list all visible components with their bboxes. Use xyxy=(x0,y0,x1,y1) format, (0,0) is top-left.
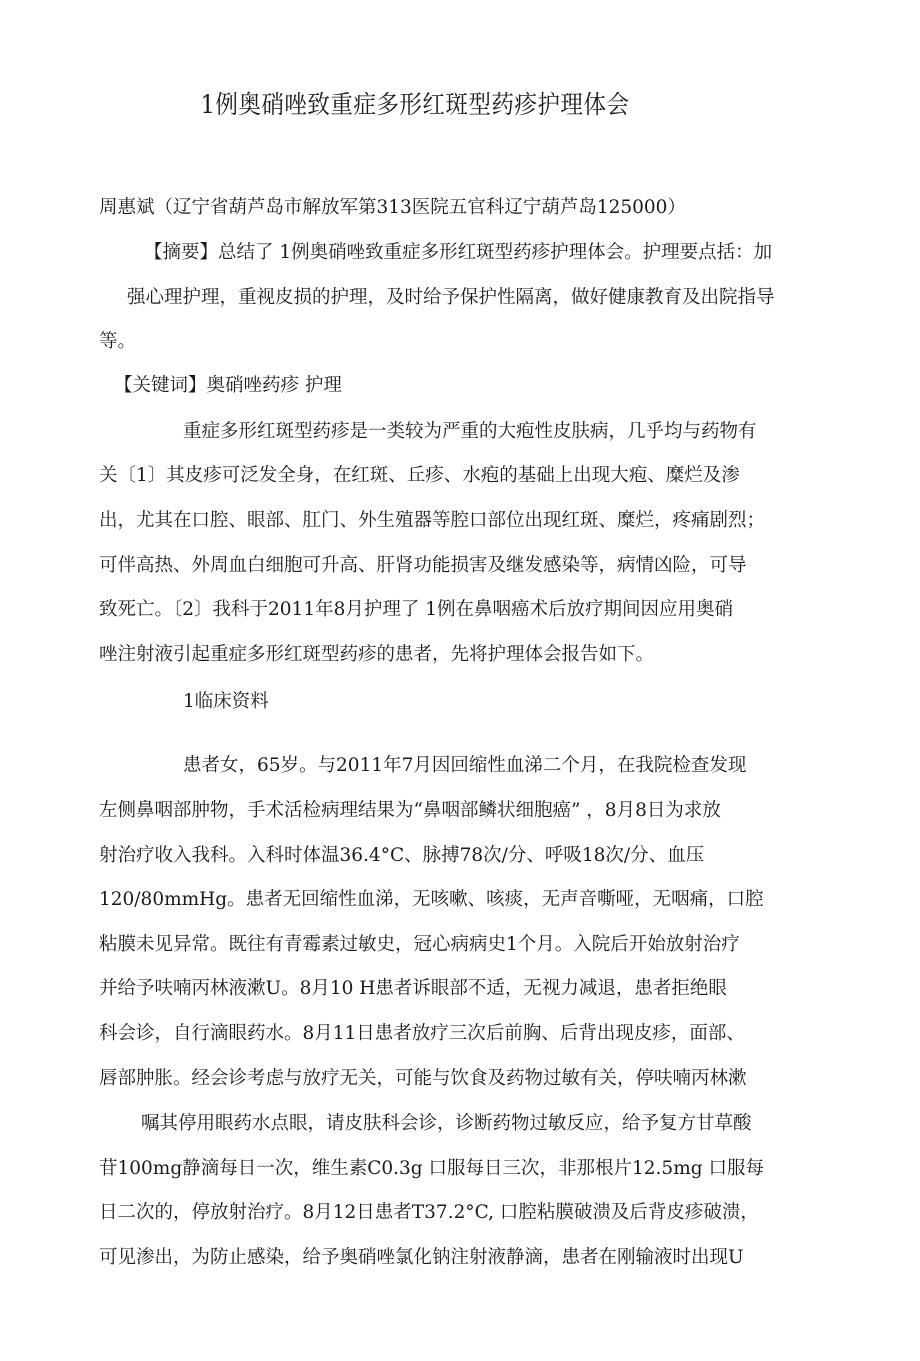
case-paragraph-line: 120/80mmHg。患者无回缩性血涕，无咳嗽、咳痰，无声音嘶哑，无咽痛，口腔 xyxy=(99,889,764,910)
case-paragraph-line: 苷100mg静滴每日一次，维生素C0.3g 口服每日三次，非那根片12.5mg 口服每 xyxy=(99,1158,764,1179)
body-paragraph-line: 唑注射液引起重症多形红斑型药疹的患者，先将护理体会报告如下。 xyxy=(99,644,655,665)
case-paragraph-line: 科会诊，自行滴眼药水。8月11日患者放疗三次后前胸、后背出现皮疹，面部、 xyxy=(99,1023,745,1044)
abstract-line: 【摘要】总结了 1例奥硝唑致重症多形红斑型药疹护理体会。护理要点括：加 xyxy=(144,242,773,263)
body-paragraph-line: 关〔1〕其皮疹可泛发全身，在红斑、丘疹、水疱的基础上出现大疱、糜烂及渗 xyxy=(99,465,740,486)
author-affiliation: 周惠斌（辽宁省葫芦岛市解放军第313医院五官科辽宁葫芦岛125000） xyxy=(99,197,686,218)
case-paragraph-line: 日二次的，停放射治疗。8月12日患者T37.2°C, 口腔粘膜破溃及后背皮疹破溃， xyxy=(99,1202,759,1223)
case-paragraph-line: 射治疗收入我科。入科时体温36.4°C、脉搏78次/分、呼吸18次/分、血压 xyxy=(99,845,705,866)
keywords-line: 【关键词】奥硝唑药疹 护理 xyxy=(114,375,342,396)
body-paragraph-line: 出，尤其在口腔、眼部、肛门、外生殖器等腔口部位出现红斑、糜烂，疼痛剧烈； xyxy=(99,510,766,531)
section-heading: 1临床资料 xyxy=(183,691,269,712)
case-paragraph-line: 左侧鼻咽部肿物，手术活检病理结果为“鼻咽部鳞状细胞癌” ，8月8日为求放 xyxy=(99,800,721,821)
document-title: 1例奥硝唑致重症多形红斑型药疹护理体会 xyxy=(200,90,630,119)
body-paragraph-line: 重症多形红斑型药疹是一类较为严重的大疱性皮肤病，几乎均与药物有 xyxy=(183,421,757,442)
case-paragraph-line: 嘱其停用眼药水点眼，请皮肤科会诊，诊断药物过敏反应，给予复方甘草酸 xyxy=(141,1113,752,1134)
case-paragraph-line: 可见渗出，为防止感染，给予奥硝唑氯化钠注射液静滴，患者在刚输液时出现U xyxy=(99,1247,744,1268)
body-paragraph-line: 致死亡。〔2〕我科于2011年8月护理了 1例在鼻咽癌术后放疗期间因应用奥硝 xyxy=(99,599,734,620)
case-paragraph-line: 粘膜未见异常。既往有青霉素过敏史，冠心病病史1个月。入院后开始放射治疗 xyxy=(99,934,740,955)
case-paragraph-line: 并给予呋喃丙林液漱U。8月10 H患者诉眼部不适，无视力减退，患者拒绝眼 xyxy=(99,978,727,999)
case-paragraph-line: 患者女，65岁。与2011年7月因回缩性血涕二个月，在我院检查发现 xyxy=(183,755,747,776)
body-paragraph-line: 可伴高热、外周血白细胞可升高、肝肾功能损害及继发感染等，病情凶险，可导 xyxy=(99,555,747,576)
case-paragraph-line: 唇部肿胀。经会诊考虑与放疗无关，可能与饮食及药物过敏有关，停呋喃丙林漱 xyxy=(99,1068,747,1089)
abstract-line: 强心理护理，重视皮损的护理，及时给予保护性隔离，做好健康教育及出院指导 xyxy=(127,287,775,308)
abstract-line: 等。 xyxy=(99,331,137,352)
